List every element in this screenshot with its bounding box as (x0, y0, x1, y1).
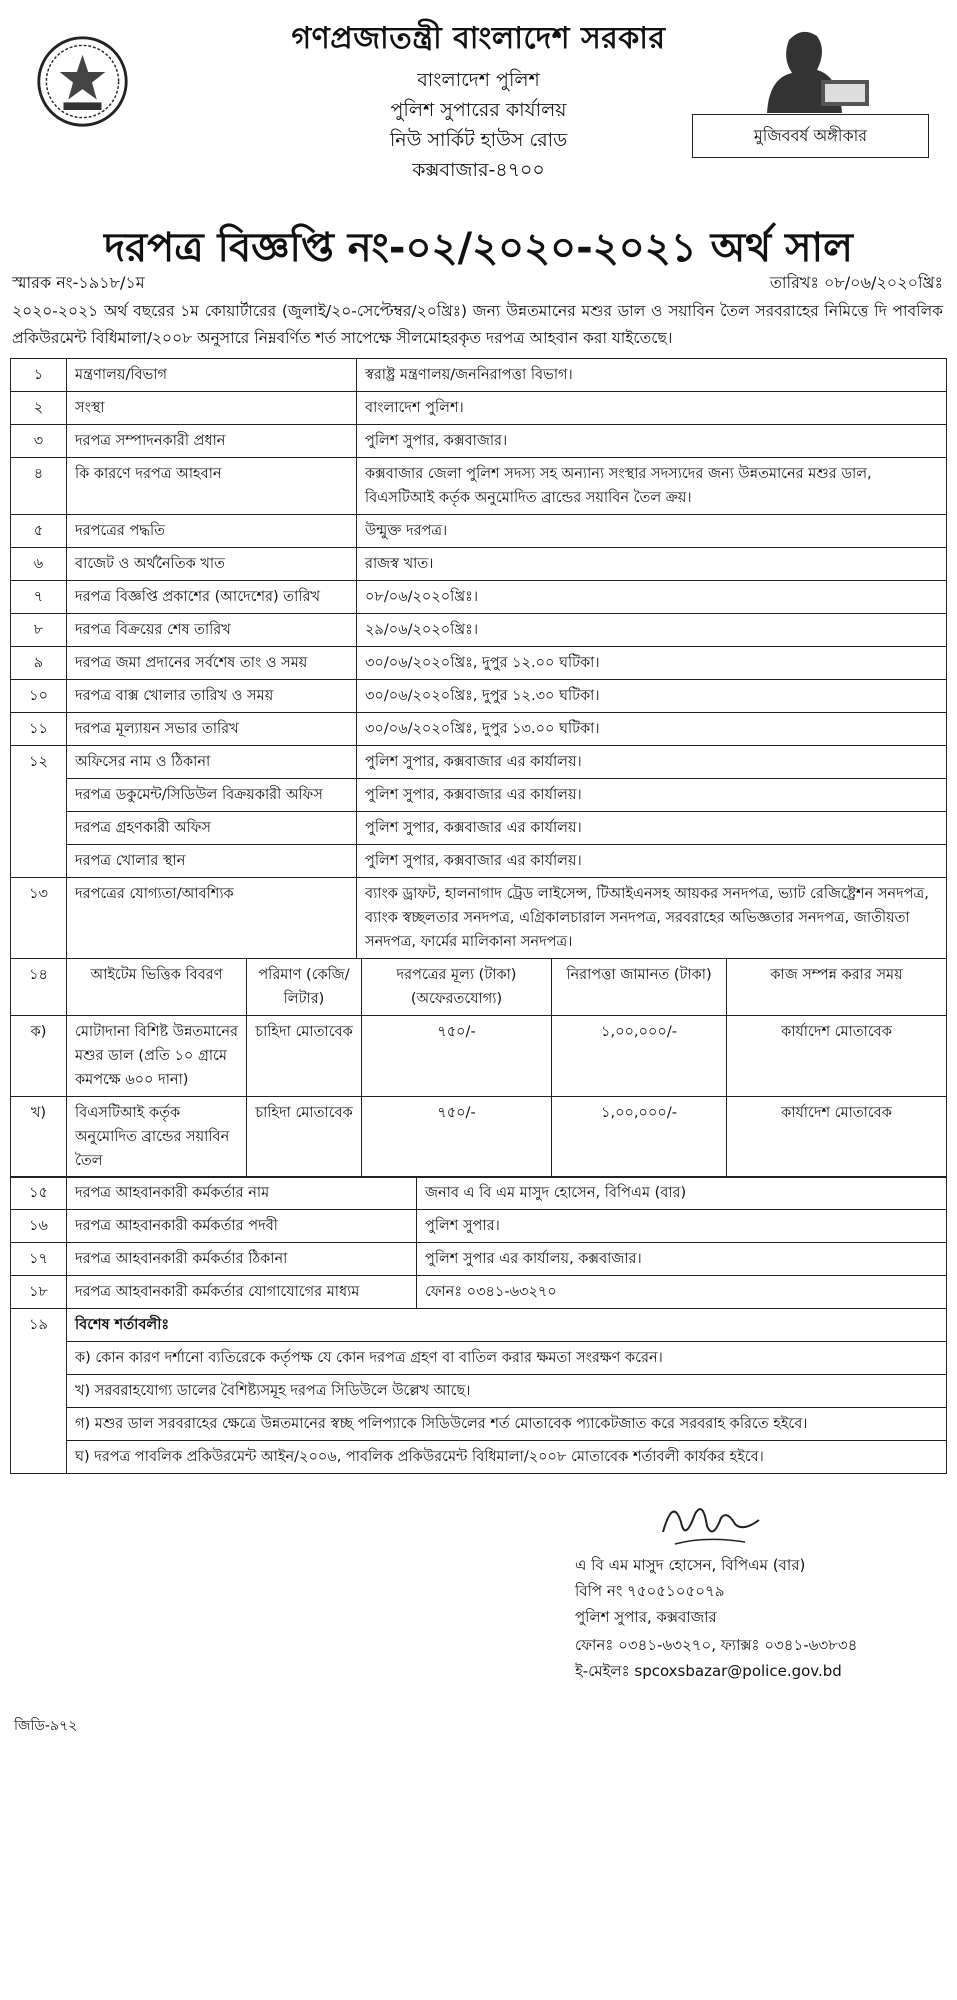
bp-number: বিপি নং ৭৫০৫১০৫০৭৯ (575, 1581, 725, 1600)
item-price: ৭৫০/- (362, 1096, 552, 1177)
special-condition-row (11, 1407, 947, 1440)
item-completion-time: কার্যাদেশ মোতাবেক (727, 1015, 947, 1096)
row-number: ৪ (11, 458, 67, 515)
table-row (11, 359, 947, 392)
item-row (11, 1015, 947, 1096)
row-number: ১ (11, 359, 67, 392)
table-row (11, 746, 947, 779)
row-value: ব্যাংক ড্রাফট, হালনাগাদ ট্রেড লাইসেন্স, টিআইএনসহ আয়কর সনদপত্র, ভ্যাট রেজিষ্ট্রেশন সনদপত্র, ব্যাংক স্বচ্ছলতার সনদপত্র, এগ্রিকালচারাল সনদপত্র, সরবরাহের অভিজ্ঞতার সনদপত্র, জাতীয়তা সনদপত্র, ফার্মের মালিকানা সনদপত্র। (357, 878, 947, 959)
items-header-row (11, 958, 947, 1015)
item-description: মোটাদানা বিশিষ্ট উন্নতমানের মশুর ডাল (প্রতি ১০ গ্রামে কমপক্ষে ৬০০ দানা) (67, 1015, 247, 1096)
row-number: ১১ (11, 713, 67, 746)
row-label: সংস্থা (67, 392, 357, 425)
row-number: ৩ (11, 425, 67, 458)
table-row (11, 713, 947, 746)
column-header: আইটেম ভিত্তিক বিবরণ (67, 958, 247, 1015)
row-label: দরপত্র বিক্রয়ের শেষ তারিখ (67, 614, 357, 647)
signature-image (655, 1492, 765, 1554)
table-row (11, 1210, 947, 1243)
row-value: বাংলাদেশ পুলিশ। (357, 392, 947, 425)
row-label: দরপত্রের যোগ্যতা/আবশ্যিক (67, 878, 357, 959)
row-number: ৫ (11, 515, 67, 548)
government-title: গণপ্রজাতন্ত্রী বাংলাদেশ সরকার (291, 21, 666, 56)
officer-info-table (10, 1176, 947, 1309)
special-conditions-table (10, 1308, 947, 1474)
column-header: নিরাপত্তা জামানত (টাকা) (552, 958, 727, 1015)
signature-block (10, 1474, 947, 1734)
gd-code: জিডি-৯৭২ (14, 1717, 78, 1734)
table-row (11, 614, 947, 647)
row-label: দরপত্র বিজ্ঞপ্তি প্রকাশের (আদেশের) তারিখ (67, 581, 357, 614)
table-row (11, 548, 947, 581)
row-label: কি কারণে দরপত্র আহবান (67, 458, 357, 515)
item-number: ক) (11, 1015, 67, 1096)
table-row (11, 878, 947, 959)
signatory-designation: পুলিশ সুপার, কক্সবাজার (575, 1607, 717, 1626)
office-line: পুলিশ সুপারের কার্যালয় (390, 99, 567, 121)
table-row (11, 647, 947, 680)
row-number: ৭ (11, 581, 67, 614)
item-description: বিএসটিআই কর্তৃক অনুমোদিত ব্রান্ডের সয়াবিন তৈল (67, 1096, 247, 1177)
row-number: ৮ (11, 614, 67, 647)
row-label: দরপত্র আহবানকারী কর্মকর্তার পদবী (67, 1210, 417, 1243)
special-condition: খ) সরবরাহযোগ্য ডালের বৈশিষ্ট্যসমূহ দরপত্র সিডিউলে উল্লেখ আছে। (67, 1374, 947, 1407)
city-line: কক্সবাজার-৪৭০০ (412, 159, 545, 181)
row-label: দরপত্র আহবানকারী কর্মকর্তার যোগাযোগের মাধ্যম (67, 1276, 417, 1309)
row-value: পুলিশ সুপার, কক্সবাজার এর কার্যালয়। (357, 845, 947, 878)
table-row (11, 812, 947, 845)
table-row (11, 680, 947, 713)
items-table (10, 958, 947, 1178)
row-value: ৩০/০৬/২০২০খ্রিঃ, দুপুর ১২.০০ ঘটিকা। (357, 647, 947, 680)
row-label: দরপত্রের পদ্ধতি (67, 515, 357, 548)
row-number: ৯ (11, 647, 67, 680)
signatory-name: এ বি এম মাসুদ হোসেন, বিপিএম (বার) (575, 1555, 806, 1574)
notice-title: দরপত্র বিজ্ঞপ্তি নং-০২/২০২০-২০২১ অর্থ সাল (104, 225, 853, 271)
item-completion-time: কার্যাদেশ মোতাবেক (727, 1096, 947, 1177)
row-number: ১৩ (11, 878, 67, 959)
row-number: ১৮ (11, 1276, 67, 1309)
row-value: পুলিশ সুপার, কক্সবাজার এর কার্যালয়। (357, 779, 947, 812)
row-label: দরপত্র গ্রহণকারী অফিস (67, 812, 357, 845)
row-number: ১৫ (11, 1177, 67, 1210)
special-title-row (11, 1308, 947, 1341)
notice-header (10, 4, 947, 271)
row-label: দরপত্র খোলার স্থান (67, 845, 357, 878)
column-header: কাজ সম্পন্ন করার সময় (727, 958, 947, 1015)
table-row (11, 515, 947, 548)
email-line: ই-মেইলঃ spcoxsbazar@police.gov.bd (575, 1661, 842, 1680)
tender-notice-page (10, 4, 947, 1994)
item-quantity: চাহিদা মোতাবেক (247, 1096, 362, 1177)
column-header: পরিমাণ (কেজি/লিটার) (247, 958, 362, 1015)
table-row (11, 1177, 947, 1210)
row-label: দরপত্র জমা প্রদানের সর্বশেষ তাং ও সময় (67, 647, 357, 680)
row-label: দরপত্র আহবানকারী কর্মকর্তার ঠিকানা (67, 1243, 417, 1276)
row-number: ১৬ (11, 1210, 67, 1243)
portrait-image (747, 18, 872, 113)
intro-paragraph: ২০২০-২০২১ অর্থ বছরের ১ম কোয়ার্টারের (জুলাই/২০-সেপ্টেম্বর/২০খ্রিঃ) জন্য উন্নতমানের মশুর ডাল ও সয়াবিন তৈল সরবরাহের নিমিত্তে দি পাবলিক প্রকিউরমেন্ট বিধিমালা/২০০৮ অনুসারে নিম্নবর্ণিত শর্ত সাপেক্ষে সীলমোহরকৃত দরপত্র আহবান করা যাইতেছে। (12, 302, 943, 347)
table-row (11, 458, 947, 515)
notice-date: তারিখঃ ০৮/০৬/২০২০খ্রিঃ (769, 273, 943, 292)
special-condition: ঘ) দরপত্র পাবলিক প্রকিউরমেন্ট আইন/২০০৬, পাবলিক প্রকিউরমেন্ট বিধিমালা/২০০৮ মোতাবেক শর্তাবলী কার্যকর হইবে। (67, 1440, 947, 1473)
row-label: দরপত্র ডকুমেন্ট/সিডিউল বিক্রয়কারী অফিস (67, 779, 357, 812)
memo-number: স্মারক নং-১৯১৮/১ম (12, 273, 145, 292)
row-number: ২ (11, 392, 67, 425)
row-value: ২৯/০৬/২০২০খ্রিঃ। (357, 614, 947, 647)
special-conditions-title: বিশেষ শর্তাবলীঃ (67, 1308, 947, 1341)
table-row (11, 779, 947, 812)
item-number: খ) (11, 1096, 67, 1177)
row-number: ১৪ (11, 958, 67, 1015)
row-number: ৬ (11, 548, 67, 581)
tender-info-table (10, 358, 947, 959)
item-security: ১,০০,০০০/- (552, 1096, 727, 1177)
row-label: দরপত্র মূল্যায়ন সভার তারিখ (67, 713, 357, 746)
row-value: ফোনঃ ০৩৪১-৬৩২৭০ (417, 1276, 947, 1309)
row-value: পুলিশ সুপার, কক্সবাজার এর কার্যালয়। (357, 746, 947, 779)
table-row (11, 581, 947, 614)
row-label: দরপত্র আহবানকারী কর্মকর্তার নাম (67, 1177, 417, 1210)
special-condition: গ) মশুর ডাল সরবরাহের ক্ষেত্রে উন্নতমানের স্বচ্ছ পলিপ্যাকে সিডিউলের শর্ত মোতাবেক প্যাকেটজাত করে সরবরাহ করিতে হইবে। (67, 1407, 947, 1440)
special-condition-row (11, 1374, 947, 1407)
item-price: ৭৫০/- (362, 1015, 552, 1096)
special-condition-row (11, 1341, 947, 1374)
row-value: ৩০/০৬/২০২০খ্রিঃ, দুপুর ১৩.০০ ঘটিকা। (357, 713, 947, 746)
row-value: রাজস্ব খাত। (357, 548, 947, 581)
mujib-year-box: মুজিববর্ষ অঙ্গীকার (692, 114, 929, 158)
contact-line: ফোনঃ ০৩৪১-৬৩২৭০, ফ্যাক্সঃ ০৩৪১-৬৩৮৩৪ (575, 1635, 858, 1654)
table-row (11, 392, 947, 425)
table-row (11, 425, 947, 458)
special-condition-row (11, 1440, 947, 1473)
row-value: উন্মুক্ত দরপত্র। (357, 515, 947, 548)
row-value: পুলিশ সুপার, কক্সবাজার এর কার্যালয়। (357, 812, 947, 845)
item-row (11, 1096, 947, 1177)
row-number: ১৯ (11, 1308, 67, 1473)
row-label: বাজেট ও অর্থনৈতিক খাত (67, 548, 357, 581)
row-label: দরপত্র বাক্স খোলার তারিখ ও সময় (67, 680, 357, 713)
department-line: বাংলাদেশ পুলিশ (417, 69, 540, 91)
table-row (11, 1243, 947, 1276)
row-value: পুলিশ সুপার, কক্সবাজার। (357, 425, 947, 458)
row-label: অফিসের নাম ও ঠিকানা (67, 746, 357, 779)
row-value: কক্সবাজার জেলা পুলিশ সদস্য সহ অন্যান্য সংস্থার সদস্যদের জন্য উন্নতমানের মশুর ডাল, বিএসটিআই কর্তৃক অনুমোদিত ব্রান্ডের সয়াবিন তৈল ক্রয়। (357, 458, 947, 515)
row-value: জনাব এ বি এম মাসুদ হোসেন, বিপিএম (বার) (417, 1177, 947, 1210)
row-number: ১২ (11, 746, 67, 878)
row-value: পুলিশ সুপার। (417, 1210, 947, 1243)
reference-row (10, 264, 947, 296)
row-label: মন্ত্রণালয়/বিভাগ (67, 359, 357, 392)
table-row (11, 845, 947, 878)
row-value: ০৮/০৬/২০২০খ্রিঃ। (357, 581, 947, 614)
column-header: দরপত্রের মূল্য (টাকা) (অফেরতযোগ্য) (362, 958, 552, 1015)
road-line: নিউ সার্কিট হাউস রোড (389, 129, 568, 151)
special-condition: ক) কোন কারণ দর্শানো ব্যতিরেকে কর্তৃপক্ষ যে কোন দরপত্র গ্রহণ বা বাতিল করার ক্ষমতা সংরক্ষণ করেন। (67, 1341, 947, 1374)
row-value: ৩০/০৬/২০২০খ্রিঃ, দুপুর ১২.৩০ ঘটিকা। (357, 680, 947, 713)
row-value: স্বরাষ্ট্র মন্ত্রণালয়/জননিরাপত্তা বিভাগ। (357, 359, 947, 392)
row-number: ১৭ (11, 1243, 67, 1276)
row-value: পুলিশ সুপার এর কার্যালয়, কক্সবাজার। (417, 1243, 947, 1276)
item-quantity: চাহিদা মোতাবেক (247, 1015, 362, 1096)
item-security: ১,০০,০০০/- (552, 1015, 727, 1096)
row-number: ১০ (11, 680, 67, 713)
row-label: দরপত্র সম্পাদনকারী প্রধান (67, 425, 357, 458)
table-row (11, 1276, 947, 1309)
